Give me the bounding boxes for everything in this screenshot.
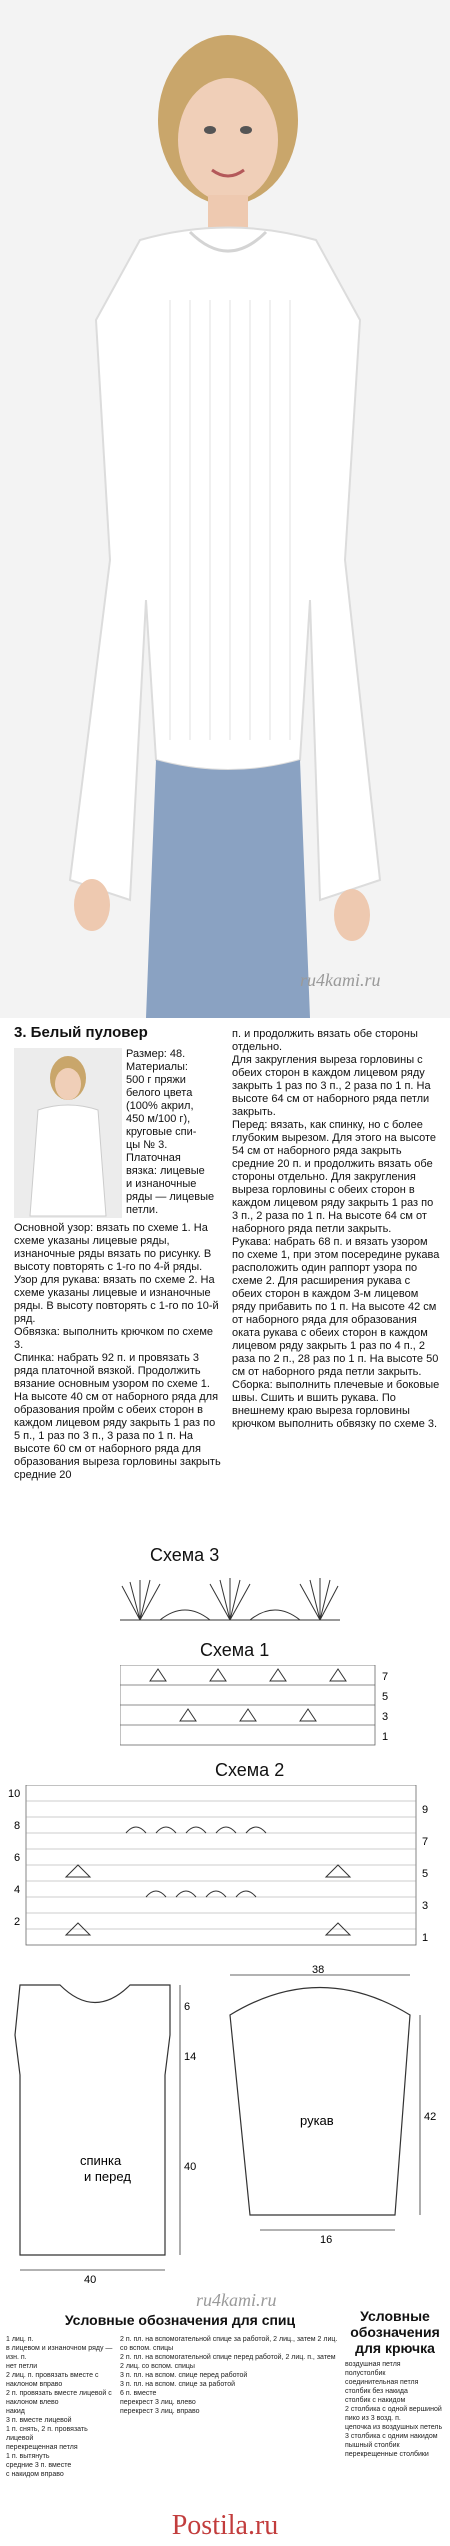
pattern-sleeve-label: рукав	[300, 2113, 334, 2128]
schema2-row-1: 1	[422, 1932, 429, 1944]
schema2-row-7: 7	[422, 1836, 429, 1848]
instructions-left: Основной узор: вязать по схеме 1. На схеме указаны лицевые ряды, изнаночные ряды вязать по рисунку. В высоту повторять с 1-го по 4-й ряды. Узор для рукава: вязать по схеме 2. На схеме указаны лицевые и изнаночные ряды. В высоту повторять с 1-го по 10-й ряд. Обвязка: выполнить крючком по схеме 3. Спинка: набрать 92 п. и провязать 3 ряда платочной вязкой. Продолжить вязание основным узором по схеме 1. На высоте 40 см от наборного ряда для образования пройм с обеих сторон в каждом лицевом ряду закрыть 1 раз по 5 п., 1 раз по 3 п., 3 раза по 1 п. На высоте 60 см от наборного ряда для образования выреза горловины закрыть средние 20	[14, 1222, 221, 1481]
schema2-chart	[6, 1785, 446, 1960]
pattern-body-label-2: и перед	[84, 2169, 131, 2184]
instructions-right: п. и продолжить вязать обе стороны отдельно. Для закругления выреза горловины с обеих сторон в каждом лицевом ряду закрыть 1 раз по 3 п., 2 раза по 1 п. На высоте 64 см от наборного ряда петли закрыть. Перед: вязать, как спинку, но с более глубоким вырезом. Для этого на высоте 54 см от наборного ряда закрыть средние 20 п. и продолжить вязать обе стороны отдельно. Для закругления выреза горловины с обеих сторон в каждом лицевом ряду закрыть 1 раз по 3 п., 2 раза по 1 п. На высоте 64 см от наборного ряда петли закрыть. Рукава: набрать 68 п. и вязать узором по схеме 1, при этом посередине рукава расположить один раппорт узора по схеме 2. Для расширения рукава с обеих сторон в каждом 3-м лицевом ряду прибавить по 1 п. На высоте 42 см от наборного ряда для образования оката рукава с обеих сторон в каждом лицевом ряду закрыть 1 раз по 4 п., 2 раза по 2 п., 28 раз по 1 п. На высоте 50 см от наборного ряда петли закрыть. Сборка: выполнить плечевые и боковые швы. Сшить и вшить рукава. По внешнему краю выреза горловины крючком выполнить обвязку по схеме 3.	[232, 1028, 440, 1430]
description-section	[0, 1018, 450, 1538]
schema3-title: Схема 3	[150, 1545, 220, 1565]
schema2-row-3: 3	[422, 1900, 429, 1912]
legend-needles-title: Условные обозначения для спиц	[64, 2312, 296, 2328]
schema1-row-7: 7	[382, 1671, 389, 1683]
model-photo	[0, 0, 450, 1018]
schema2-title: Схема 2	[215, 1760, 285, 1780]
dim-w40: 40	[84, 2274, 97, 2285]
dim-w16: 16	[320, 2234, 333, 2246]
schema2-row-5: 5	[422, 1868, 429, 1880]
dim-h40: 40	[184, 2161, 197, 2173]
schema1-row-1: 1	[382, 1731, 389, 1743]
schema2-row-4: 4	[14, 1884, 21, 1896]
dim-h6: 6	[184, 2001, 191, 2013]
site-banner: Postila.ru	[171, 2510, 279, 2541]
dim-h14: 14	[184, 2051, 197, 2063]
pattern-body-label-1: спинка	[80, 2153, 122, 2168]
pattern-pieces	[0, 1965, 450, 2285]
article-title: 3. Белый пуловер	[14, 1024, 148, 1041]
dim-h42: 42	[424, 2111, 437, 2123]
watermark-2: ru4kami.ru	[196, 2290, 277, 2310]
legend-needles-col1: 1 лиц. п. в лицевом и изнаночном ряду — изн. п. нет петли 2 лиц. п. провязать вместе с наклоном вправо 2 п. провязать вместе лицевой с наклоном влево накид 3 п. вместе лицевой 1 п. снять, 2 п. провязать лицевой перекрещенная петля 1 п. вытянуть средние 3 п. вместе с накидом вправо	[6, 2336, 113, 2478]
thumbnail-photo	[14, 1048, 122, 1218]
schema1-chart	[120, 1665, 420, 1755]
schema2-row-6: 6	[14, 1852, 21, 1864]
schema1-title: Схема 1	[200, 1640, 270, 1660]
model-illustration	[0, 0, 450, 1018]
legend-hook-col: воздушная петля полустолбик соединительная петля столбик без накида столбик с накидом 2 столбика с одной вершиной пико из 3 возд. п. цепочка из воздушных петель 3 столбика с одним накидом пышный столбик перекрещенные столбики	[345, 2361, 443, 2458]
schema3-chart	[110, 1570, 350, 1630]
watermark: ru4kami.ru	[300, 970, 381, 990]
legend-hook-title: Условные обозначения для крючка	[350, 2308, 440, 2356]
schema2-row-10: 10	[8, 1788, 21, 1800]
dim-w38: 38	[312, 1965, 325, 1976]
schema1-row-5: 5	[382, 1691, 389, 1703]
materials-text: Размер: 48. Материалы: 500 г пряжи белого цвета (100% акрил, 450 м/100 г), круговые спи- цы № 3. Платочная вязка: лицевые и изнаночные ряды — лицевые петли.	[126, 1048, 215, 1216]
schema2-row-9: 9	[422, 1804, 429, 1816]
schema2-row-2: 2	[14, 1916, 21, 1928]
schema2-row-8: 8	[14, 1820, 21, 1832]
legend-needles-col2: 2 п. пл. на вспомогательной спице за работой, 2 лиц., затем 2 лиц. со вспом. спицы 2 п. пл. на вспомогательной спице перед работой, 2 лиц. п., затем 2 лиц. со вспом. спицы 3 п. пл. на вспом. спице перед работой 3 п. пл. на вспом. спице за работой 6 п. вместе перекрест 3 лиц. влево перекрест 3 лиц. вправо	[120, 2336, 338, 2415]
schema1-row-3: 3	[382, 1711, 389, 1723]
